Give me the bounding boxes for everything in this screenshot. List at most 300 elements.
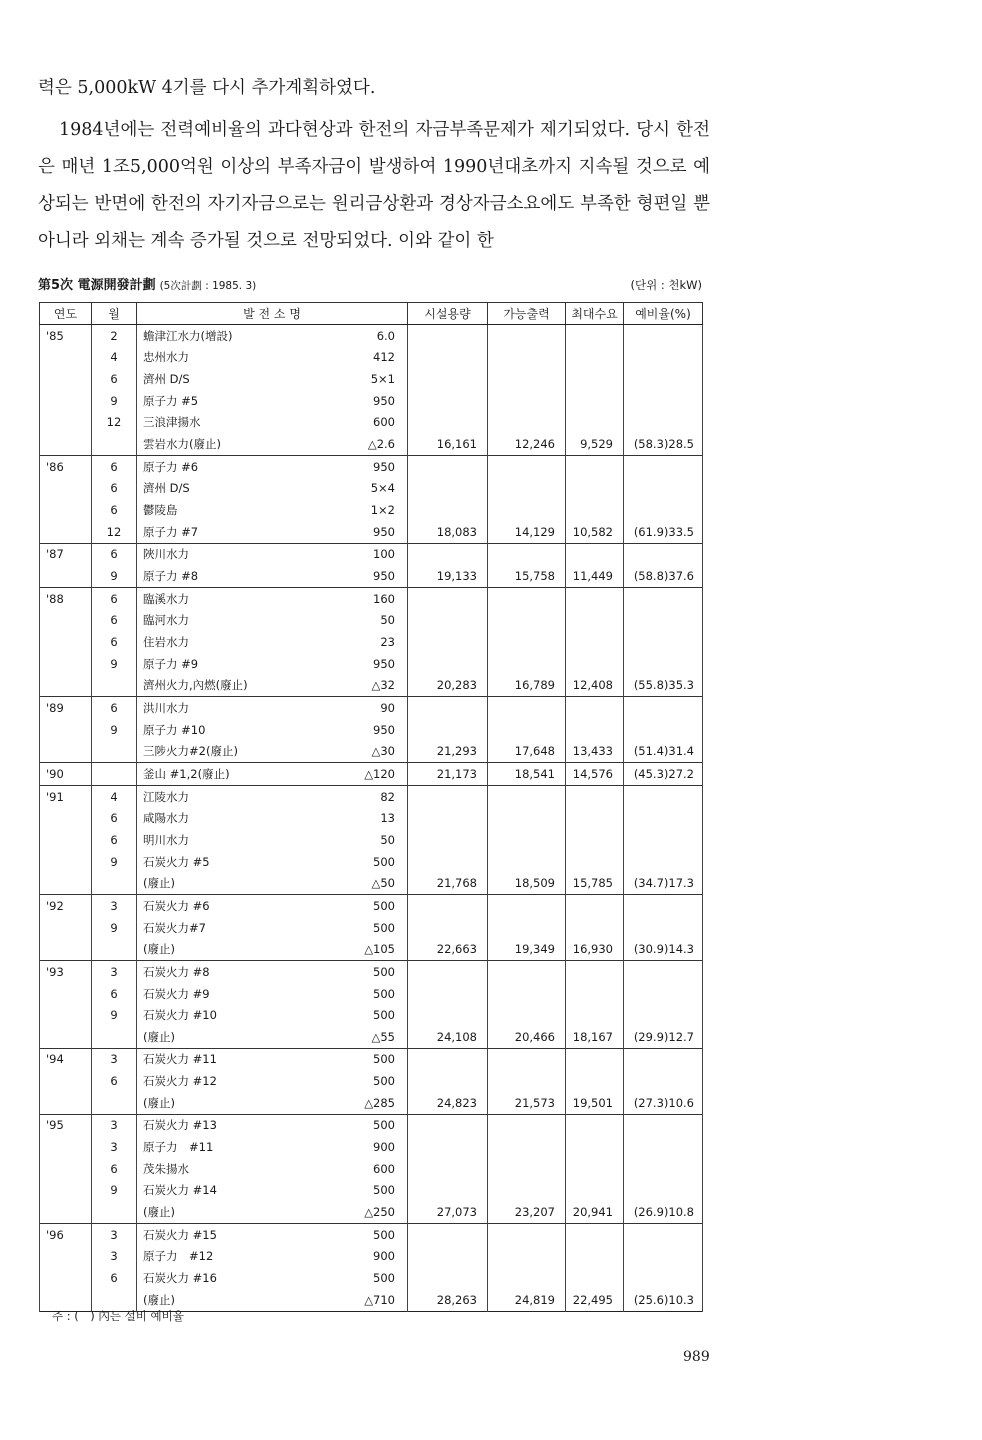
- plant-name-cell: 石炭火力 #16: [137, 1267, 303, 1289]
- table-row: [40, 325, 703, 347]
- reserve-rate-cell: [624, 390, 703, 412]
- reserve-rate-cell: (25.6)10.3: [624, 1289, 703, 1311]
- reserve-rate-cell: [624, 961, 703, 983]
- peak-demand-cell: [566, 1223, 624, 1245]
- available-output-cell: [488, 785, 566, 807]
- available-output-cell: [488, 499, 566, 521]
- month-cell: 6: [92, 807, 137, 829]
- facility-capacity-cell: [408, 829, 488, 851]
- peak-demand-cell: [566, 807, 624, 829]
- plant-name-cell: 濟州 D/S: [137, 478, 303, 500]
- available-output-cell: [488, 368, 566, 390]
- table-row: [40, 917, 703, 939]
- peak-demand-cell: [566, 1246, 624, 1268]
- unit-capacity-cell: 5×1: [303, 368, 408, 390]
- year-cell: [40, 983, 92, 1005]
- peak-demand-cell: [566, 653, 624, 675]
- peak-demand-cell: [566, 1070, 624, 1092]
- facility-capacity-cell: [408, 851, 488, 873]
- peak-demand-cell: [566, 368, 624, 390]
- facility-capacity-cell: [408, 653, 488, 675]
- plant-name-cell: 石炭火力#7: [137, 917, 303, 939]
- peak-demand-cell: 19,501: [566, 1092, 624, 1114]
- available-output-cell: [488, 653, 566, 675]
- year-cell: [40, 610, 92, 632]
- reserve-rate-cell: (45.3)27.2: [624, 763, 703, 786]
- table-row: [40, 1114, 703, 1136]
- unit-capacity-cell: 50: [303, 610, 408, 632]
- month-cell: 4: [92, 785, 137, 807]
- plant-name-cell: 臨溪水力: [137, 587, 303, 609]
- peak-demand-cell: [566, 499, 624, 521]
- facility-capacity-cell: [408, 917, 488, 939]
- month-cell: 9: [92, 719, 137, 741]
- month-cell: 12: [92, 412, 137, 434]
- plant-name-cell: 鬱陵島: [137, 499, 303, 521]
- plant-name-cell: 原子力 #9: [137, 653, 303, 675]
- plant-name-cell: 石炭火力 #15: [137, 1223, 303, 1245]
- facility-capacity-cell: 16,161: [408, 433, 488, 455]
- plant-name-cell: 濟州 D/S: [137, 368, 303, 390]
- peak-demand-cell: [566, 587, 624, 609]
- year-cell: '96: [40, 1223, 92, 1245]
- reserve-rate-cell: (26.9)10.8: [624, 1201, 703, 1223]
- table-row: [40, 829, 703, 851]
- reserve-rate-cell: [624, 1267, 703, 1289]
- month-cell: 4: [92, 347, 137, 369]
- peak-demand-cell: [566, 719, 624, 741]
- peak-demand-cell: [566, 961, 624, 983]
- unit-capacity-cell: △2.6: [303, 433, 408, 455]
- reserve-rate-cell: [624, 325, 703, 347]
- unit-capacity-cell: 500: [303, 1267, 408, 1289]
- facility-capacity-cell: [408, 1223, 488, 1245]
- reserve-rate-cell: [624, 785, 703, 807]
- reserve-rate-cell: (30.9)14.3: [624, 938, 703, 960]
- month-cell: [92, 938, 137, 960]
- facility-capacity-cell: [408, 543, 488, 565]
- unit-capacity-cell: 950: [303, 565, 408, 587]
- facility-capacity-cell: [408, 961, 488, 983]
- unit-capacity-cell: 500: [303, 983, 408, 1005]
- body-paragraph: 1984년에는 전력예비율의 과다현상과 한전의 자금부족문제가 제기되었다. 당시 한전은 매년 1조5,000억원 이상의 부족자금이 발생하여 1990년대초까지 지속될 것으로 예상되는 반면에 한전의 자기자금으로는 원리금상환과 경상자금소요에도 부족한 형편일 뿐 아니라 외채는 계속 증가될 것으로 전망되었다. 이와 같이 한: [38, 120, 710, 251]
- reserve-rate-cell: [624, 807, 703, 829]
- facility-capacity-cell: [408, 1070, 488, 1092]
- peak-demand-cell: [566, 917, 624, 939]
- facility-capacity-cell: 27,073: [408, 1201, 488, 1223]
- year-cell: '89: [40, 697, 92, 719]
- unit-capacity-cell: 500: [303, 1004, 408, 1026]
- peak-demand-cell: [566, 785, 624, 807]
- header-output: 가능출력: [488, 303, 566, 325]
- reserve-rate-cell: [624, 499, 703, 521]
- available-output-cell: [488, 1048, 566, 1070]
- available-output-cell: [488, 1180, 566, 1202]
- peak-demand-cell: [566, 1114, 624, 1136]
- power-development-plan-table: [39, 302, 703, 1312]
- table-row: [40, 1004, 703, 1026]
- unit-capacity-cell: 82: [303, 785, 408, 807]
- facility-capacity-cell: [408, 983, 488, 1005]
- peak-demand-cell: [566, 1267, 624, 1289]
- facility-capacity-cell: [408, 1048, 488, 1070]
- table-row: [40, 1180, 703, 1202]
- peak-demand-cell: 16,930: [566, 938, 624, 960]
- available-output-cell: 18,509: [488, 872, 566, 894]
- year-cell: [40, 1070, 92, 1092]
- table-row: [40, 412, 703, 434]
- available-output-cell: 12,246: [488, 433, 566, 455]
- peak-demand-cell: [566, 851, 624, 873]
- reserve-rate-cell: [624, 1070, 703, 1092]
- table-row: [40, 983, 703, 1005]
- plant-name-cell: 石炭火力 #9: [137, 983, 303, 1005]
- table-row: [40, 390, 703, 412]
- unit-capacity-cell: 6.0: [303, 325, 408, 347]
- year-cell: [40, 433, 92, 455]
- plant-name-cell: 洪川水力: [137, 697, 303, 719]
- year-cell: [40, 719, 92, 741]
- facility-capacity-cell: 28,263: [408, 1289, 488, 1311]
- available-output-cell: [488, 1114, 566, 1136]
- unit-capacity-cell: 950: [303, 719, 408, 741]
- month-cell: 3: [92, 1246, 137, 1268]
- available-output-cell: 15,758: [488, 565, 566, 587]
- month-cell: 3: [92, 1114, 137, 1136]
- plant-name-cell: (廢止): [137, 1092, 303, 1114]
- available-output-cell: 16,789: [488, 675, 566, 697]
- reserve-rate-cell: [624, 1136, 703, 1158]
- unit-capacity-cell: 500: [303, 851, 408, 873]
- available-output-cell: 19,349: [488, 938, 566, 960]
- table-footnote: 주 : ( ) 內는 설비 예비율: [52, 1309, 184, 1323]
- unit-capacity-cell: 50: [303, 829, 408, 851]
- table-row: [40, 610, 703, 632]
- table-row: [40, 543, 703, 565]
- year-cell: '91: [40, 785, 92, 807]
- year-cell: [40, 631, 92, 653]
- header-demand: 최대수요: [566, 303, 624, 325]
- facility-capacity-cell: [408, 412, 488, 434]
- month-cell: 6: [92, 499, 137, 521]
- plant-name-cell: 原子力 #6: [137, 455, 303, 477]
- year-cell: [40, 565, 92, 587]
- facility-capacity-cell: 20,283: [408, 675, 488, 697]
- year-cell: [40, 478, 92, 500]
- unit-capacity-cell: 500: [303, 961, 408, 983]
- available-output-cell: [488, 851, 566, 873]
- month-cell: 9: [92, 917, 137, 939]
- facility-capacity-cell: [408, 368, 488, 390]
- available-output-cell: [488, 1004, 566, 1026]
- peak-demand-cell: [566, 1048, 624, 1070]
- table-row: [40, 895, 703, 917]
- available-output-cell: [488, 829, 566, 851]
- unit-capacity-cell: 900: [303, 1136, 408, 1158]
- year-cell: [40, 412, 92, 434]
- year-cell: [40, 851, 92, 873]
- available-output-cell: 20,466: [488, 1026, 566, 1048]
- plant-name-cell: 江陵水力: [137, 785, 303, 807]
- table-row: [40, 1158, 703, 1180]
- reserve-rate-cell: [624, 653, 703, 675]
- available-output-cell: [488, 961, 566, 983]
- table-row: [40, 1048, 703, 1070]
- reserve-rate-cell: [624, 1180, 703, 1202]
- year-cell: [40, 390, 92, 412]
- plant-name-cell: 原子力 #11: [137, 1136, 303, 1158]
- reserve-rate-cell: [624, 478, 703, 500]
- peak-demand-cell: 13,433: [566, 740, 624, 762]
- year-cell: [40, 1201, 92, 1223]
- table-header-row: [40, 303, 703, 325]
- peak-demand-cell: [566, 1004, 624, 1026]
- header-capacity: 시설용량: [408, 303, 488, 325]
- year-cell: [40, 1136, 92, 1158]
- available-output-cell: [488, 1223, 566, 1245]
- month-cell: 9: [92, 1180, 137, 1202]
- table-row: [40, 961, 703, 983]
- reserve-rate-cell: [624, 1223, 703, 1245]
- month-cell: [92, 740, 137, 762]
- year-cell: [40, 1267, 92, 1289]
- available-output-cell: [488, 983, 566, 1005]
- reserve-rate-cell: [624, 851, 703, 873]
- unit-capacity-cell: △30: [303, 740, 408, 762]
- facility-capacity-cell: [408, 1267, 488, 1289]
- table-row: [40, 763, 703, 786]
- peak-demand-cell: 18,167: [566, 1026, 624, 1048]
- table-row: [40, 938, 703, 960]
- reserve-rate-cell: [624, 1048, 703, 1070]
- header-plant: 발 전 소 명: [137, 303, 408, 325]
- table-row: [40, 1026, 703, 1048]
- unit-capacity-cell: △50: [303, 872, 408, 894]
- table-caption: [38, 274, 702, 293]
- facility-capacity-cell: [408, 1136, 488, 1158]
- unit-capacity-cell: △285: [303, 1092, 408, 1114]
- year-cell: [40, 521, 92, 543]
- facility-capacity-cell: [408, 697, 488, 719]
- facility-capacity-cell: [408, 390, 488, 412]
- month-cell: 6: [92, 829, 137, 851]
- plant-name-cell: 原子力 #12: [137, 1246, 303, 1268]
- unit-capacity-cell: 950: [303, 455, 408, 477]
- table-title-block: [38, 274, 256, 293]
- month-cell: 6: [92, 543, 137, 565]
- peak-demand-cell: [566, 455, 624, 477]
- plant-name-cell: 原子力 #7: [137, 521, 303, 543]
- plant-name-cell: 臨河水力: [137, 610, 303, 632]
- table-row: [40, 587, 703, 609]
- available-output-cell: [488, 1136, 566, 1158]
- available-output-cell: [488, 390, 566, 412]
- reserve-rate-cell: (51.4)31.4: [624, 740, 703, 762]
- facility-capacity-cell: [408, 1114, 488, 1136]
- unit-capacity-cell: 23: [303, 631, 408, 653]
- peak-demand-cell: [566, 1158, 624, 1180]
- available-output-cell: [488, 412, 566, 434]
- available-output-cell: [488, 347, 566, 369]
- month-cell: 6: [92, 455, 137, 477]
- facility-capacity-cell: 24,823: [408, 1092, 488, 1114]
- table-row: [40, 653, 703, 675]
- year-cell: [40, 807, 92, 829]
- plant-name-cell: (廢止): [137, 1201, 303, 1223]
- unit-capacity-cell: 5×4: [303, 478, 408, 500]
- reserve-rate-cell: [624, 412, 703, 434]
- available-output-cell: 14,129: [488, 521, 566, 543]
- month-cell: 6: [92, 983, 137, 1005]
- facility-capacity-cell: [408, 478, 488, 500]
- month-cell: 3: [92, 1136, 137, 1158]
- available-output-cell: 18,541: [488, 763, 566, 786]
- unit-capacity-cell: 500: [303, 1070, 408, 1092]
- facility-capacity-cell: 24,108: [408, 1026, 488, 1048]
- reserve-rate-cell: (58.8)37.6: [624, 565, 703, 587]
- table-row: [40, 1201, 703, 1223]
- facility-capacity-cell: [408, 719, 488, 741]
- plant-name-cell: 三陟火力#2(廢止): [137, 740, 303, 762]
- month-cell: 6: [92, 1267, 137, 1289]
- facility-capacity-cell: [408, 347, 488, 369]
- year-cell: [40, 829, 92, 851]
- plant-name-cell: 原子力 #5: [137, 390, 303, 412]
- facility-capacity-cell: [408, 455, 488, 477]
- table-unit: (단위 : 천kW): [630, 278, 702, 292]
- table-row: [40, 719, 703, 741]
- year-cell: '90: [40, 763, 92, 786]
- month-cell: 3: [92, 961, 137, 983]
- year-cell: [40, 347, 92, 369]
- facility-capacity-cell: [408, 807, 488, 829]
- available-output-cell: [488, 895, 566, 917]
- year-cell: [40, 653, 92, 675]
- year-cell: '93: [40, 961, 92, 983]
- facility-capacity-cell: 19,133: [408, 565, 488, 587]
- unit-capacity-cell: 500: [303, 1223, 408, 1245]
- reserve-rate-cell: [624, 719, 703, 741]
- unit-capacity-cell: 1×2: [303, 499, 408, 521]
- year-cell: [40, 938, 92, 960]
- table-row: [40, 785, 703, 807]
- month-cell: [92, 1201, 137, 1223]
- facility-capacity-cell: [408, 895, 488, 917]
- unit-capacity-cell: 160: [303, 587, 408, 609]
- month-cell: [92, 763, 137, 786]
- year-cell: [40, 499, 92, 521]
- reserve-rate-cell: [624, 1158, 703, 1180]
- month-cell: 6: [92, 631, 137, 653]
- reserve-rate-cell: [624, 587, 703, 609]
- month-cell: 3: [92, 1048, 137, 1070]
- reserve-rate-cell: (27.3)10.6: [624, 1092, 703, 1114]
- unit-capacity-cell: 500: [303, 1114, 408, 1136]
- table-row: [40, 368, 703, 390]
- table-title: 第5次 電源開發計劃: [38, 278, 156, 293]
- reserve-rate-cell: [624, 917, 703, 939]
- peak-demand-cell: [566, 631, 624, 653]
- plant-name-cell: 石炭火力 #5: [137, 851, 303, 873]
- month-cell: [92, 1092, 137, 1114]
- reserve-rate-cell: [624, 983, 703, 1005]
- reserve-rate-cell: [624, 455, 703, 477]
- plant-name-cell: 石炭火力 #10: [137, 1004, 303, 1026]
- facility-capacity-cell: [408, 1004, 488, 1026]
- reserve-rate-cell: [624, 1004, 703, 1026]
- plant-name-cell: (廢止): [137, 1289, 303, 1311]
- facility-capacity-cell: [408, 1180, 488, 1202]
- available-output-cell: [488, 1070, 566, 1092]
- available-output-cell: [488, 917, 566, 939]
- year-cell: [40, 675, 92, 697]
- unit-capacity-cell: △32: [303, 675, 408, 697]
- unit-capacity-cell: △250: [303, 1201, 408, 1223]
- facility-capacity-cell: [408, 499, 488, 521]
- table-row: [40, 499, 703, 521]
- body-text-line: 력은 5,000kW 4기를 다시 추가계획하였다.: [38, 78, 376, 98]
- unit-capacity-cell: 900: [303, 1246, 408, 1268]
- facility-capacity-cell: [408, 325, 488, 347]
- year-cell: [40, 1180, 92, 1202]
- peak-demand-cell: [566, 697, 624, 719]
- month-cell: 6: [92, 610, 137, 632]
- available-output-cell: 17,648: [488, 740, 566, 762]
- peak-demand-cell: 9,529: [566, 433, 624, 455]
- month-cell: 12: [92, 521, 137, 543]
- unit-capacity-cell: 500: [303, 1180, 408, 1202]
- peak-demand-cell: 11,449: [566, 565, 624, 587]
- year-cell: [40, 872, 92, 894]
- facility-capacity-cell: [408, 587, 488, 609]
- year-cell: '85: [40, 325, 92, 347]
- available-output-cell: 23,207: [488, 1201, 566, 1223]
- available-output-cell: 21,573: [488, 1092, 566, 1114]
- plant-name-cell: 石炭火力 #14: [137, 1180, 303, 1202]
- plant-name-cell: 忠州水力: [137, 347, 303, 369]
- month-cell: 9: [92, 390, 137, 412]
- peak-demand-cell: [566, 347, 624, 369]
- table-row: [40, 1070, 703, 1092]
- year-cell: [40, 1092, 92, 1114]
- available-output-cell: [488, 1267, 566, 1289]
- plant-name-cell: 三浪津揚水: [137, 412, 303, 434]
- table-row: [40, 1246, 703, 1268]
- table-row: [40, 1136, 703, 1158]
- table-body: [40, 325, 703, 1312]
- reserve-rate-cell: [624, 829, 703, 851]
- year-cell: [40, 1158, 92, 1180]
- available-output-cell: [488, 543, 566, 565]
- facility-capacity-cell: 21,768: [408, 872, 488, 894]
- peak-demand-cell: 14,576: [566, 763, 624, 786]
- reserve-rate-cell: [624, 347, 703, 369]
- facility-capacity-cell: 21,293: [408, 740, 488, 762]
- plant-name-cell: 濟州火力,內燃(廢止): [137, 675, 303, 697]
- unit-capacity-cell: 500: [303, 917, 408, 939]
- plant-name-cell: 陜川水力: [137, 543, 303, 565]
- table-row: [40, 455, 703, 477]
- month-cell: 6: [92, 1158, 137, 1180]
- year-cell: '86: [40, 455, 92, 477]
- reserve-rate-cell: [624, 1114, 703, 1136]
- plant-name-cell: 蟾津江水力(增設): [137, 325, 303, 347]
- available-output-cell: [488, 1158, 566, 1180]
- year-cell: [40, 740, 92, 762]
- facility-capacity-cell: [408, 610, 488, 632]
- peak-demand-cell: 20,941: [566, 1201, 624, 1223]
- plant-name-cell: (廢止): [137, 938, 303, 960]
